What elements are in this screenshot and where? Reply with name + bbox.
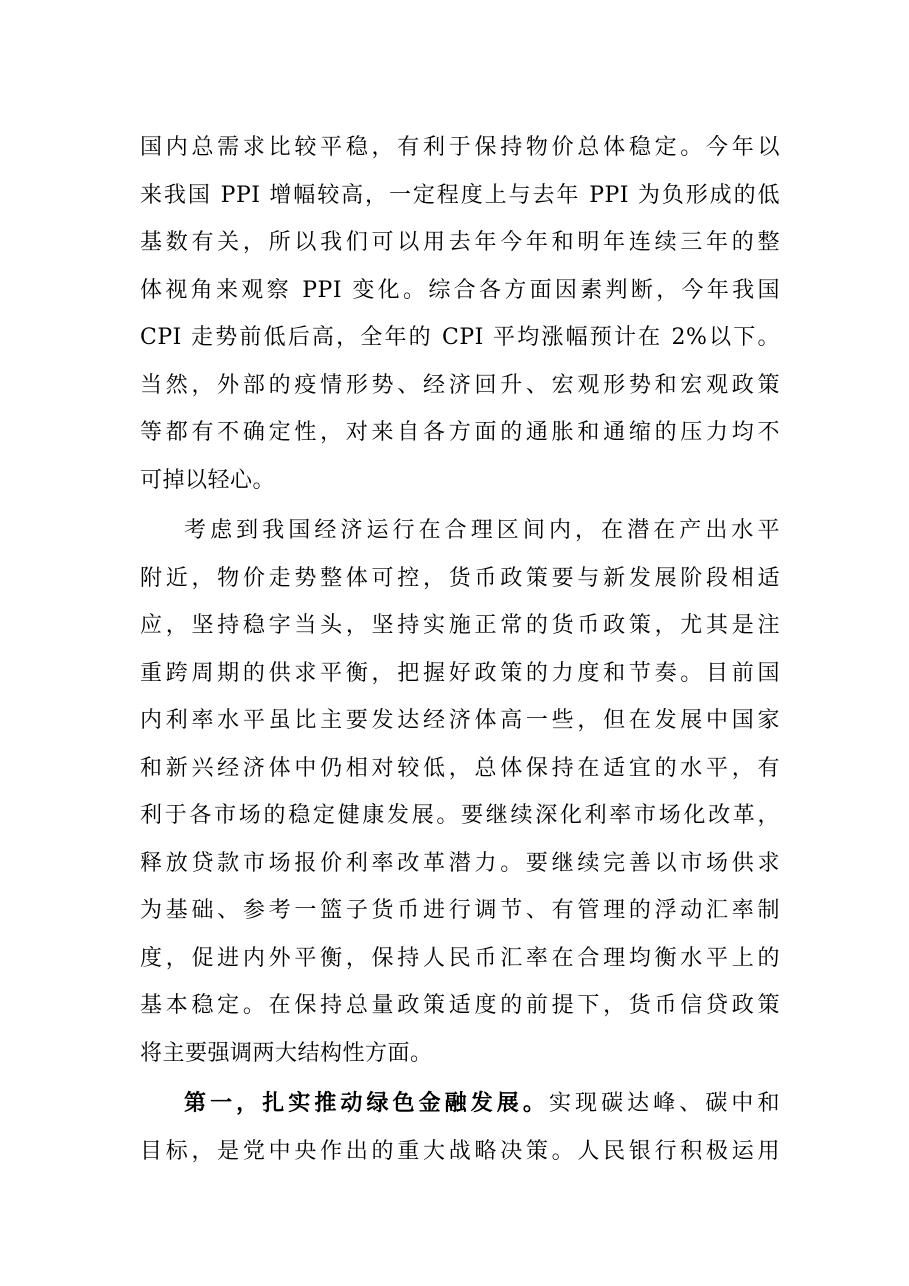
text-line: 度，促进内外平衡，保持人民币汇率在合理均衡水平上的 <box>140 945 780 971</box>
text-line: 可掉以轻心。 <box>140 467 276 493</box>
text-line: 来我国 PPI 增幅较高，一定程度上与去年 PPI 为负形成的低 <box>140 182 780 208</box>
text-line: 国内总需求比较平稳，有利于保持物价总体稳定。今年以 <box>140 135 780 160</box>
text-line: 利于各市场的稳定健康发展。要继续深化利率市场化改革， <box>140 803 780 828</box>
text-line: 基本稳定。在保持总量政策适度的前提下，货币信贷政策 <box>140 993 780 1018</box>
text-line: 附近，物价走势整体可控，货币政策要与新发展阶段相适 <box>140 565 780 591</box>
text-line: 基数有关，所以我们可以用去年今年和明年连续三年的整 <box>140 230 780 255</box>
text-line: 应，坚持稳字当头，坚持实施正常的货币政策，尤其是注 <box>140 613 780 638</box>
text-line: 目标，是党中央作出的重大战略决策。人民银行积极运用 <box>140 1138 780 1164</box>
text-line: 和新兴经济体中仍相对较低，总体保持在适宜的水平，有 <box>140 755 780 781</box>
body-text <box>140 124 780 1175</box>
text-line: 重跨周期的供求平衡，把握好政策的力度和节奏。目前国 <box>140 660 780 686</box>
text-line: 考虑到我国经济运行在合理区间内，在潜在产出水平 <box>184 518 780 543</box>
text-line: CPI 走势前低后高，全年的 CPI 平均涨幅预计在 2%以下。 <box>140 325 780 350</box>
paragraph-2 <box>140 507 780 1077</box>
bold-lead: 第一，扎实推动绿色金融发展。 <box>184 1090 549 1116</box>
text-line: 释放贷款市场报价利率改革潜力。要继续完善以市场供求 <box>140 850 780 876</box>
paragraph-3 <box>140 1080 780 1175</box>
text-line: 为基础、参考一篮子货币进行调节、有管理的浮动汇率制 <box>140 898 780 923</box>
text-line-rest: 实现碳达峰、碳中和 <box>548 1091 780 1116</box>
text-line: 当然，外部的疫情形势、经济回升、宏观形势和宏观政策 <box>140 372 780 398</box>
text-line <box>140 1080 780 1128</box>
text-line: 内利率水平虽比主要发达经济体高一些，但在发展中国家 <box>140 708 780 733</box>
text-line: 体视角来观察 PPI 变化。综合各方面因素判断，今年我国 <box>140 277 780 303</box>
text-line: 等都有不确定性，对来自各方面的通胀和通缩的压力均不 <box>140 420 780 445</box>
text-line: 将主要强调两大结构性方面。 <box>140 1040 433 1066</box>
paragraph-1 <box>140 124 780 504</box>
